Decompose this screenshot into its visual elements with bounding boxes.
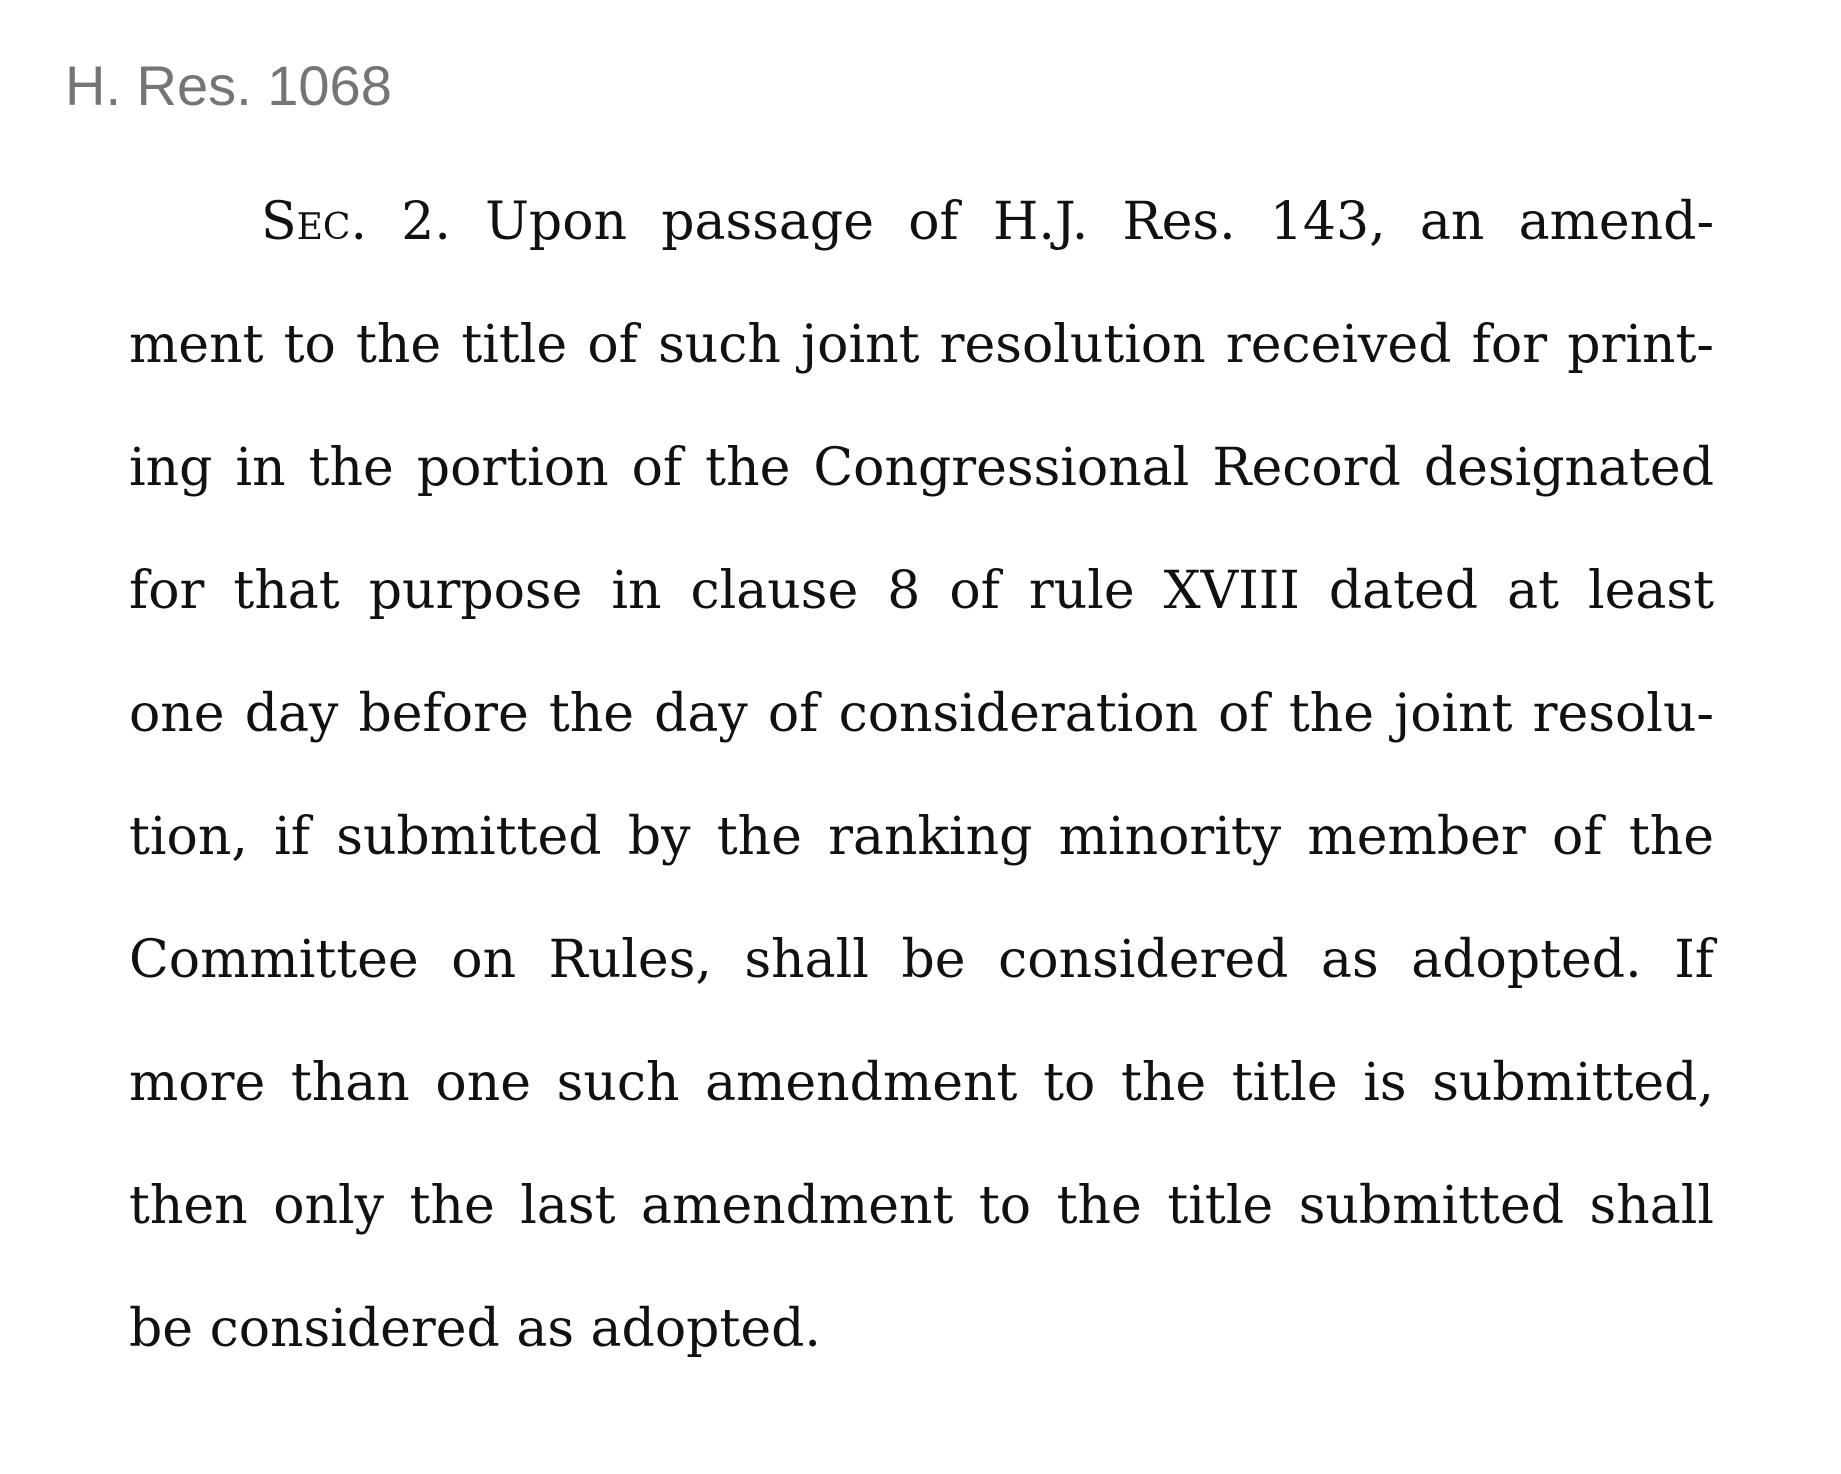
- section-line-text: Upon passage of H.J. Res. 143, an amend-: [485, 192, 1715, 252]
- bill-identifier: H. Res. 1068: [65, 54, 392, 117]
- section-line: [261, 192, 1715, 252]
- section-number: 2.: [401, 192, 451, 252]
- section-line: tion, if submitted by the ranking minority member of the: [129, 807, 1714, 867]
- section-line: for that purpose in clause 8 of rule XVIII dated at least: [129, 561, 1714, 621]
- section-line: one day before the day of consideration of the joint resolu-: [129, 684, 1714, 744]
- section-line: Committee on Rules, shall be considered as adopted. If: [129, 930, 1714, 990]
- section-line: ing in the portion of the Congressional Record designated: [129, 438, 1714, 498]
- section-line: ment to the title of such joint resolution received for print-: [129, 315, 1714, 375]
- section-line: then only the last amendment to the title submitted shall: [129, 1176, 1714, 1236]
- section-line: more than one such amendment to the title is submitted,: [129, 1053, 1714, 1113]
- section-line: be considered as adopted.: [129, 1299, 821, 1359]
- section-label: Sec.: [261, 192, 367, 252]
